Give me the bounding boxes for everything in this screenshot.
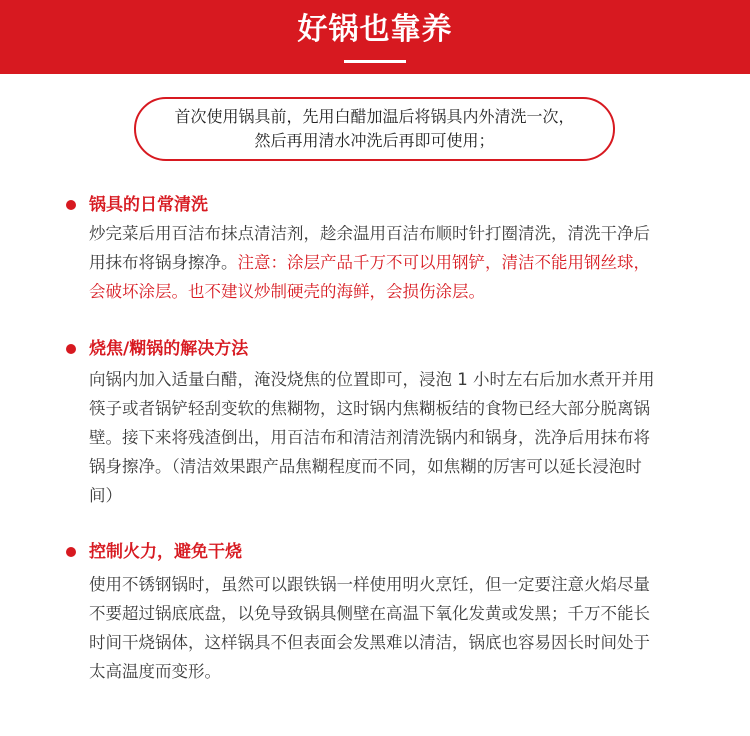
header-banner <box>0 0 750 74</box>
section-title: 烧焦/糊锅的解决方法 <box>89 339 249 359</box>
first-use-notice <box>134 97 615 161</box>
section-body <box>89 219 664 306</box>
notice-line-1: 首次使用锅具前，先用白醋加温后将锅具内外清洗一次， <box>174 107 575 126</box>
section-title: 控制火力，避免干烧 <box>89 542 242 562</box>
section-title: 锅具的日常清洗 <box>89 195 208 215</box>
body-text: 向锅内加入适量白醋，淹没烧焦的位置即可，浸泡 1 小时左右后加水煮开并用筷子或者锅铲轻刮变软的焦糊物，这时锅内焦糊板结的食物已经大部分脱离锅壁。接下来将残渣倒出，用百洁布和清洁剂清洗锅内和锅身，洗净后用抹布将锅身擦净。（清洁效果跟产品焦糊程度而不同，如焦糊的厉害可以延长浸泡时间） <box>89 370 655 505</box>
bullet-dot-icon <box>66 344 76 354</box>
section-body <box>89 570 664 686</box>
title-underline <box>344 60 406 63</box>
body-text: 炒完菜后用百洁布抹点清洁剂，趁余温用百洁布顺时针打圈清洗，清洗干净后用抹布将锅身擦净。 <box>89 224 650 272</box>
warning-text: 注意：涂层产品千万不可以用钢铲，清洁不能用钢丝球，会破坏涂层。也不建议炒制硬壳的海鲜，会损伤涂层。 <box>89 253 650 301</box>
page-title: 好锅也靠养 <box>297 12 453 47</box>
section-body <box>89 365 664 510</box>
bullet-dot-icon <box>66 200 76 210</box>
notice-line-2: 然后再用清水冲洗后再即可使用； <box>254 131 495 150</box>
body-text: 使用不锈钢锅时，虽然可以跟铁锅一样使用明火烹饪，但一定要注意火焰尽量不要超过锅底底盘，以免导致锅具侧壁在高温下氧化发黄或发黑；千万不能长时间干烧锅体，这样锅具不但表面会发黑难以清洁，锅底也容易因长时间处于太高温度而变形。 <box>89 575 650 681</box>
bullet-dot-icon <box>66 547 76 557</box>
